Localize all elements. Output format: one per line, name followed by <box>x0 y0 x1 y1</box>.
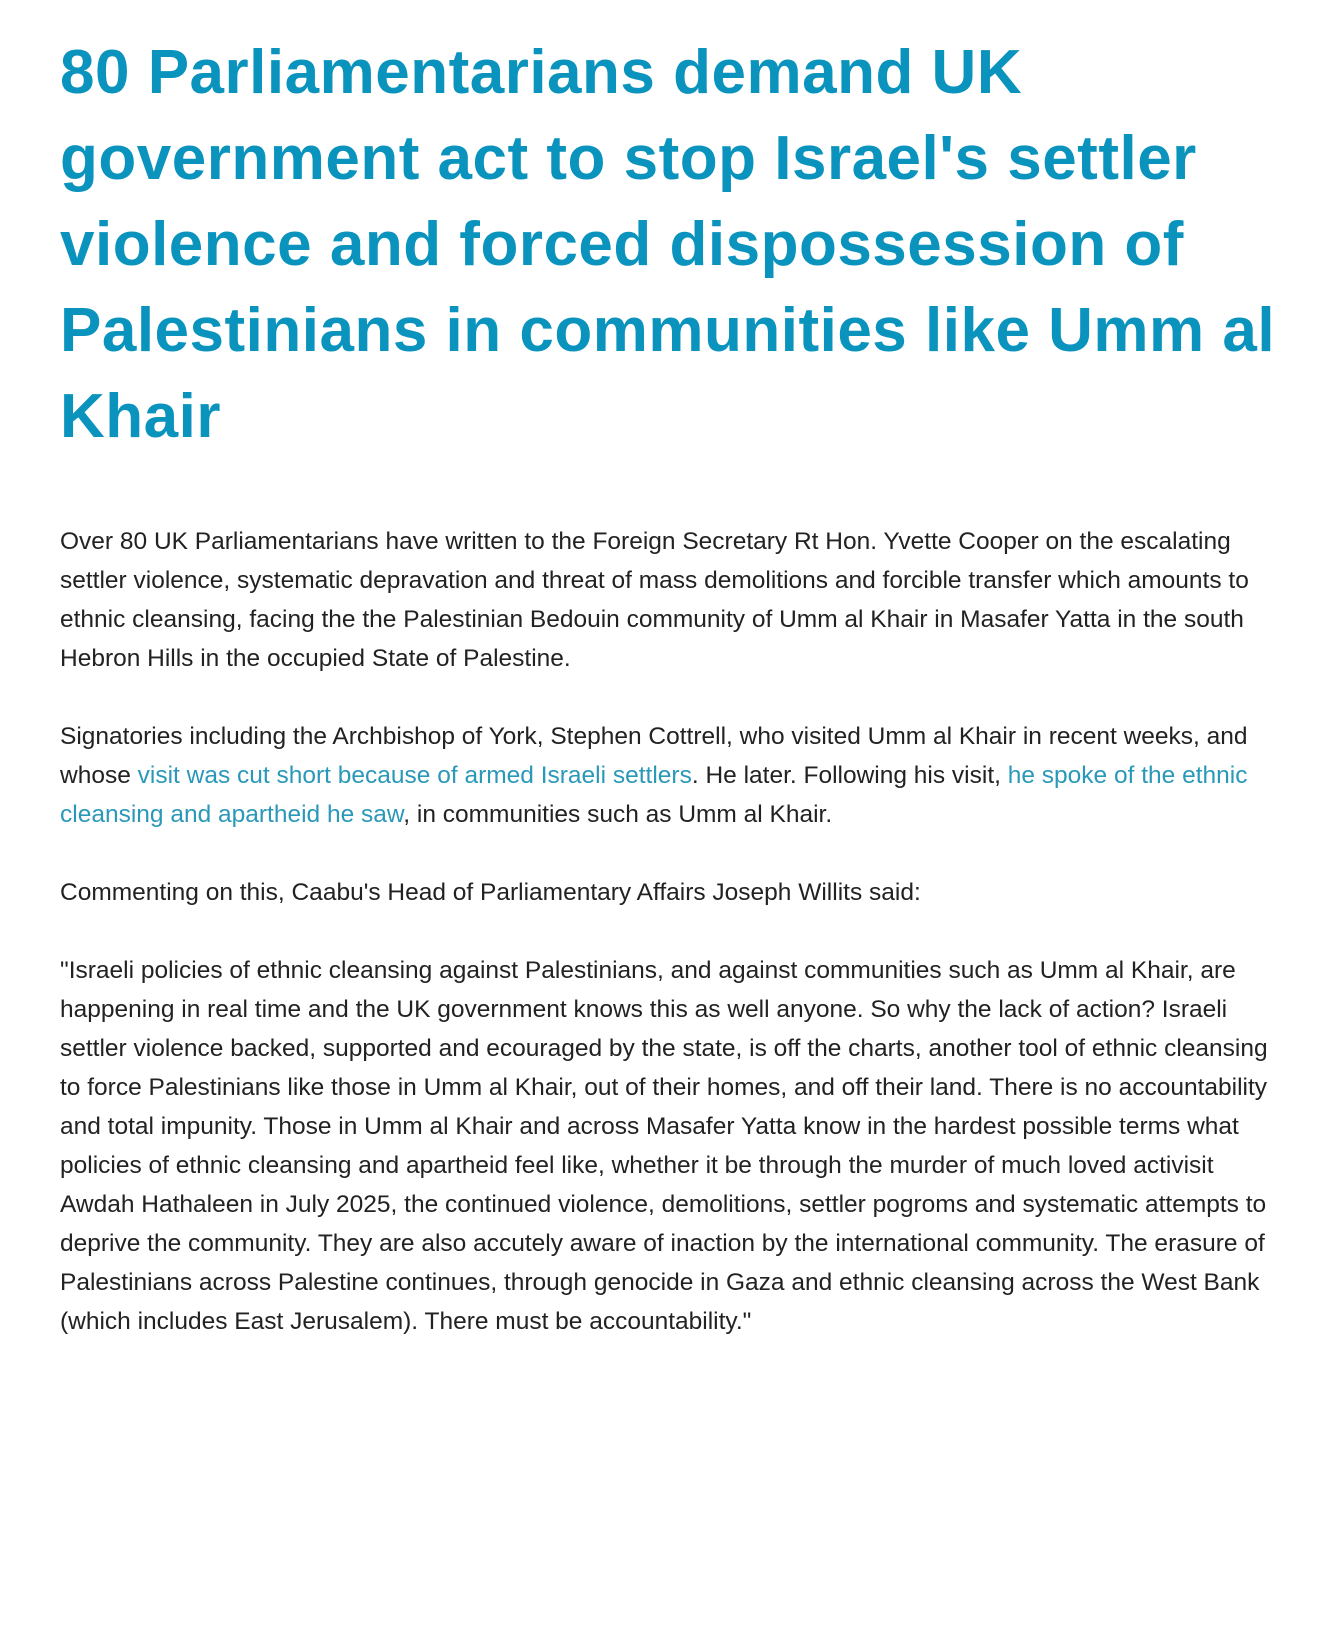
paragraph-text: , in communities such as Umm al Khair. <box>403 801 833 828</box>
paragraph-signatories <box>60 717 1278 834</box>
paragraph-text: Signatories including the Archbishop of York, Stephen Cottrell, who visited Umm al Khair in recent weeks, and whose <box>60 723 1248 789</box>
paragraph-intro: Over 80 UK Parliamentarians have written to the Foreign Secretary Rt Hon. Yvette Cooper on the escalating settler violence, systematic depravation and threat of mass demolitions and forcible transfer which amounts to ethnic cleansing, facing the the Palestinian Bedouin community of Umm al Khair in Masafer Yatta in the south Hebron Hills in the occupied State of Palestine. <box>60 528 1249 672</box>
paragraph-text: . He later. Following his visit, <box>691 762 1008 789</box>
ethnic-cleansing-apartheid-link[interactable]: he spoke of the ethnic cleansing and apartheid he saw <box>60 762 1248 828</box>
paragraph-commenting: Commenting on this, Caabu's Head of Parliamentary Affairs Joseph Willits said: <box>60 879 921 906</box>
visit-cut-short-link[interactable]: visit was cut short because of armed Israeli settlers <box>137 762 692 789</box>
paragraph-quote: "Israeli policies of ethnic cleansing against Palestinians, and against communities such as Umm al Khair, are happening in real time and the UK government knows this as well anyone. So why the lack of action? Israeli settler violence backed, supported and ecouraged by the state, is off the charts, another tool of ethnic cleansing to force Palestinians like those in Umm al Khair, out of their homes, and off their land. There is no accountability and total impunity. Those in Umm al Khair and across Masafer Yatta know in the hardest possible terms what policies of ethnic cleansing and apartheid feel like, whether it be through the murder of much loved activisit Awdah Hathaleen in July 2025, the continued violence, demolitions, settler pogroms and systematic attempts to deprive the community. They are also accutely aware of inaction by the international community. The erasure of Palestinians across Palestine continues, through genocide in Gaza and ethnic cleansing across the West Bank (which includes East Jerusalem). There must be accountability." <box>60 957 1268 1335</box>
article-title: 80 Parliamentarians demand UK government act to stop Israel's settler violence and forced dispossession of Palestinians in communities like Umm al Khair <box>60 38 1276 451</box>
